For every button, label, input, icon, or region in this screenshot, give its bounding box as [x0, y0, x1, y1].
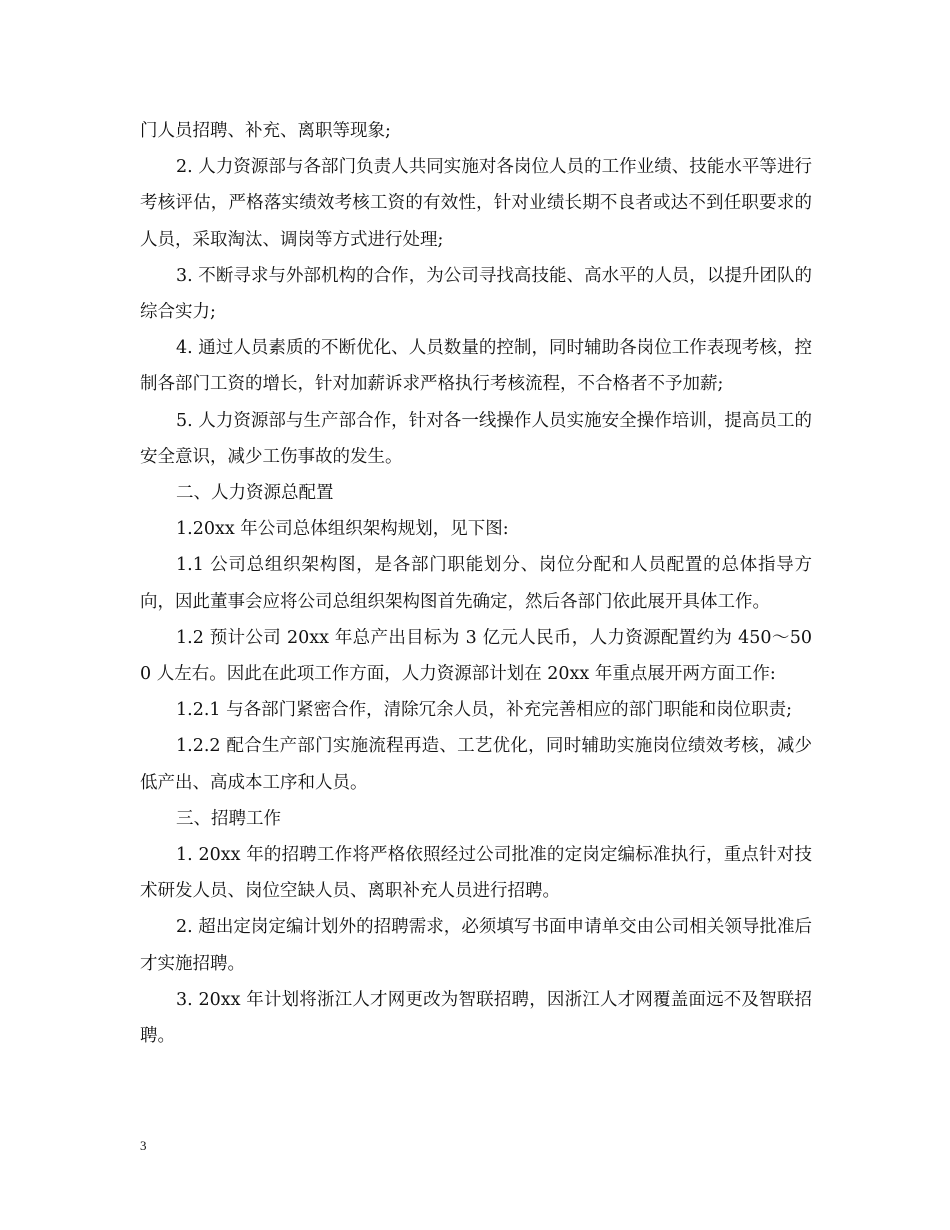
paragraph: 1.2 预计公司 20xx 年总产出目标为 3 亿元人民币，人力资源配置约为 450～500 人左右。因此在此项工作方面，人力资源部计划在 20xx 年重点展开两方面工作: — [140, 627, 812, 685]
paragraph: 3. 20xx 年计划将浙江人才网更改为智联招聘，因浙江人才网覆盖面远不及智联招聘。 — [140, 989, 812, 1047]
paragraph: 2. 人力资源部与各部门负责人共同实施对各岗位人员的工作业绩、技能水平等进行考核评估，严格落实绩效考核工资的有效性，针对业绩长期不良者或达不到任职要求的人员，采取淘汰、调岗等方式进行处理; — [140, 157, 812, 250]
paragraph: 2. 超出定岗定编计划外的招聘需求，必须填写书面申请单交由公司相关领导批准后才实施招聘。 — [140, 917, 812, 974]
paragraph: 1.2.2 配合生产部门实施流程再造、工艺优化，同时辅助实施岗位绩效考核，减少低产出、高成本工序和人员。 — [140, 736, 812, 793]
paragraph: 1.20xx 年公司总体组织架构规划，见下图: — [176, 519, 509, 540]
paragraph: 1.1 公司总组织架构图，是各部门职能划分、岗位分配和人员配置的总体指导方向，因此董事会应将公司总组织架构图首先确定，然后各部门依此展开具体工作。 — [140, 555, 812, 612]
page-number: 3 — [140, 1138, 147, 1153]
paragraph: 4. 通过人员素质的不断优化、人员数量的控制，同时辅助各岗位工作表现考核，控制各部门工资的增长，针对加薪诉求严格执行考核流程，不合格者不予加薪; — [140, 338, 812, 395]
paragraph: 门人员招聘、补充、离职等现象; — [140, 121, 391, 141]
paragraph: 二、人力资源总配置 — [176, 483, 334, 504]
paragraph: 5. 人力资源部与生产部合作，针对各一线操作人员实施安全操作培训，提高员工的安全意识，减少工伤事故的发生。 — [140, 410, 812, 467]
document-body — [140, 113, 812, 1054]
paragraph: 1. 20xx 年的招聘工作将严格依照经过公司批准的定岗定编标准执行，重点针对技术研发人员、岗位空缺人员、离职补充人员进行招聘。 — [140, 845, 812, 902]
paragraph: 三、招聘工作 — [176, 808, 281, 829]
paragraph: 1.2.1 与各部门紧密合作，清除冗余人员，补充完善相应的部门职能和岗位职责; — [176, 700, 792, 721]
paragraph: 3. 不断寻求与外部机构的合作，为公司寻找高技能、高水平的人员，以提升团队的综合实力; — [140, 265, 812, 323]
